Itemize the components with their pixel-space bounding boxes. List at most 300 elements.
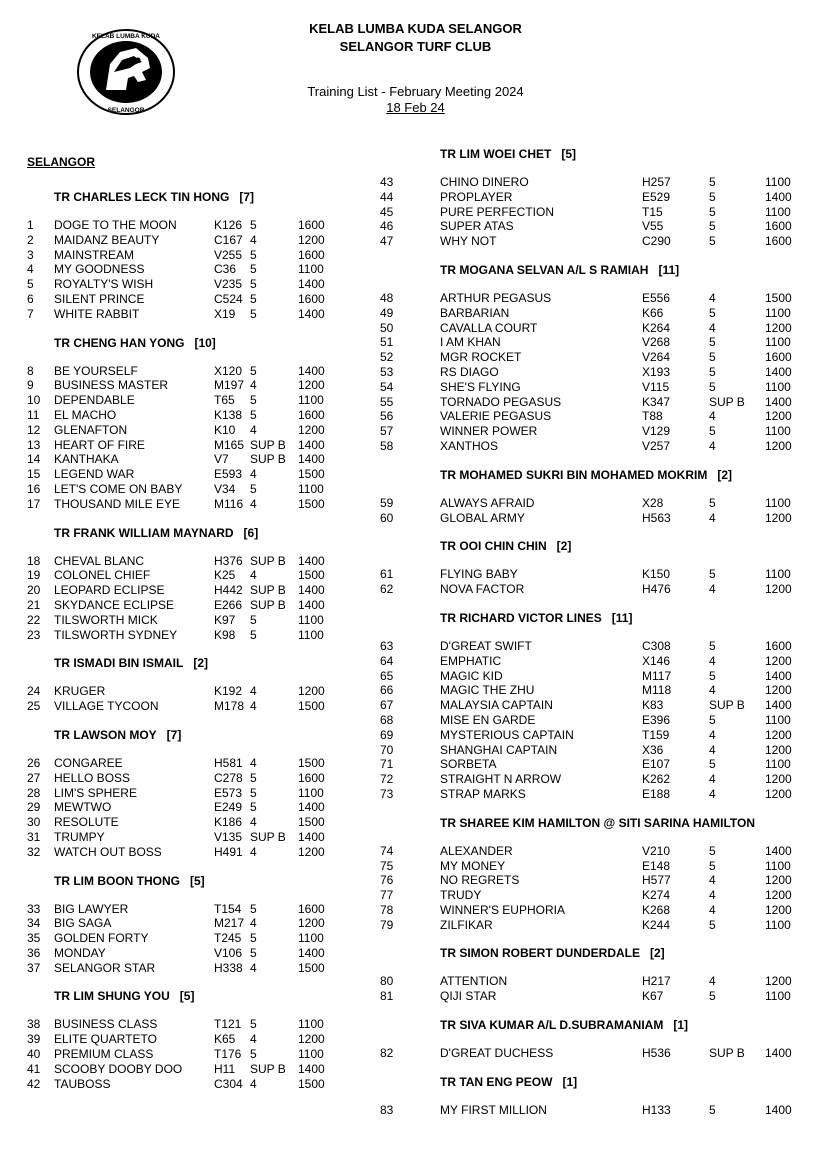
distance: 1200 bbox=[765, 742, 792, 757]
horse-number: 30 bbox=[27, 815, 41, 830]
horse-age-or-status: 4 bbox=[250, 755, 257, 770]
horse-name: THOUSAND MILE EYE bbox=[54, 496, 181, 511]
trainer-name: TR TAN ENG PEOW bbox=[440, 1074, 553, 1089]
horse-code: K262 bbox=[642, 772, 671, 787]
horse-row bbox=[27, 292, 427, 307]
horse-code: K268 bbox=[642, 902, 671, 917]
horse-name: GLENAFTON bbox=[54, 422, 128, 437]
horse-number: 68 bbox=[380, 712, 394, 727]
horse-age-or-status: 5 bbox=[250, 262, 257, 277]
horse-code: E107 bbox=[642, 757, 671, 772]
horse-code: C278 bbox=[214, 770, 243, 785]
horse-row bbox=[380, 742, 792, 758]
horse-row bbox=[27, 1047, 427, 1062]
distance: 1600 bbox=[298, 770, 325, 785]
distance: 1600 bbox=[765, 638, 792, 653]
horse-row bbox=[380, 757, 791, 772]
horse-age-or-status: 4 bbox=[709, 409, 716, 424]
distance: 1100 bbox=[765, 495, 791, 510]
horse-row bbox=[380, 843, 792, 859]
horse-row bbox=[380, 438, 792, 454]
horse-name: MALAYSIA CAPTAIN bbox=[440, 698, 553, 713]
horse-code: E529 bbox=[642, 189, 671, 204]
horse-name: MY GOODNESS bbox=[54, 262, 145, 277]
horse-code: V264 bbox=[642, 350, 671, 365]
horse-number: 18 bbox=[27, 553, 41, 568]
horse-row bbox=[380, 379, 791, 395]
horse-name: PROPLAYER bbox=[440, 189, 513, 204]
horse-age-or-status: 5 bbox=[250, 407, 257, 422]
horse-name: DOGE TO THE MOON bbox=[54, 218, 177, 232]
horse-row bbox=[27, 815, 427, 830]
horse-number: 36 bbox=[27, 945, 41, 960]
horse-name: MAINSTREAM bbox=[54, 247, 135, 262]
horse-name: ROYALTY'S WISH bbox=[54, 277, 154, 292]
horse-age-or-status: 4 bbox=[709, 438, 716, 453]
horse-number: 74 bbox=[380, 843, 394, 858]
horse-number: 51 bbox=[380, 335, 394, 350]
horse-number: 61 bbox=[380, 567, 394, 582]
trainer-heading bbox=[380, 1013, 780, 1037]
distance: 1400 bbox=[765, 843, 792, 858]
horse-code: V106 bbox=[214, 945, 243, 960]
horse-age-or-status: SUP B bbox=[250, 829, 286, 844]
horse-name: TILSWORTH MICK bbox=[54, 612, 158, 627]
trainer-heading bbox=[27, 185, 427, 209]
logo-text-top: KELAB LUMBA KUDA bbox=[91, 33, 161, 40]
horse-code: V235 bbox=[214, 277, 243, 292]
trainer-horse-count: [11] bbox=[611, 610, 633, 625]
horse-age-or-status: 5 bbox=[709, 424, 716, 439]
horse-age-or-status: 5 bbox=[250, 1047, 257, 1062]
horse-row bbox=[380, 175, 791, 190]
distance: 1200 bbox=[765, 438, 792, 453]
horse-row bbox=[380, 567, 791, 582]
distance: 1200 bbox=[765, 683, 792, 698]
horse-number: 46 bbox=[380, 219, 394, 234]
horse-code: E573 bbox=[214, 785, 243, 800]
distance: 1200 bbox=[765, 888, 792, 903]
horse-code: K67 bbox=[642, 989, 664, 1004]
distance: 1100 bbox=[298, 785, 324, 800]
horse-code: C524 bbox=[214, 291, 243, 306]
horse-number: 31 bbox=[27, 829, 41, 844]
horse-name: ALEXANDER bbox=[440, 843, 513, 858]
horse-code: C36 bbox=[214, 262, 237, 277]
horse-code: K192 bbox=[214, 684, 243, 699]
horse-row bbox=[380, 653, 792, 669]
horse-row bbox=[27, 1077, 427, 1092]
horse-row bbox=[27, 568, 427, 583]
horse-code: T159 bbox=[642, 727, 670, 742]
horse-row bbox=[27, 262, 427, 277]
horse-age-or-status: 5 bbox=[709, 1102, 716, 1117]
horse-code: H133 bbox=[642, 1102, 671, 1117]
trainer-horse-count: [1] bbox=[562, 1074, 578, 1089]
distance: 1200 bbox=[765, 320, 792, 335]
trainer-horse-count: [11] bbox=[658, 262, 680, 277]
horse-age-or-status: 5 bbox=[709, 234, 716, 249]
horse-name: BUSINESS CLASS bbox=[54, 1017, 158, 1032]
horse-age-or-status: SUP B bbox=[250, 437, 286, 452]
horse-number: 83 bbox=[380, 1102, 394, 1117]
horse-number: 1 bbox=[27, 218, 34, 232]
horse-name: MONDAY bbox=[54, 945, 106, 960]
trainer-horse-count: [2] bbox=[717, 467, 732, 482]
distance: 1600 bbox=[765, 350, 792, 365]
horse-code: T121 bbox=[214, 1017, 242, 1032]
distance: 1600 bbox=[765, 234, 792, 249]
horse-name: LEOPARD ECLIPSE bbox=[54, 583, 165, 598]
horse-age-or-status: 5 bbox=[709, 204, 716, 219]
horse-number: 77 bbox=[380, 888, 394, 903]
horse-name: ZILFIKAR bbox=[440, 917, 493, 932]
horse-age-or-status: 4 bbox=[250, 1032, 257, 1047]
horse-row bbox=[27, 916, 427, 931]
trainer-horse-count: [2] bbox=[556, 539, 572, 554]
horse-row bbox=[27, 467, 427, 482]
distance: 1600 bbox=[298, 901, 325, 916]
trainer-name: TR FRANK WILLIAM MAYNARD bbox=[54, 525, 234, 540]
distance: 1200 bbox=[765, 510, 792, 525]
horse-name: MAGIC KID bbox=[440, 668, 503, 683]
horse-code: C304 bbox=[214, 1076, 243, 1091]
distance: 1100 bbox=[765, 424, 791, 439]
trainer-heading bbox=[27, 331, 427, 355]
horse-number: 37 bbox=[27, 960, 41, 975]
page-title bbox=[2, 20, 827, 56]
distance: 1500 bbox=[298, 496, 325, 511]
horse-age-or-status: 5 bbox=[709, 379, 716, 394]
distance: 1400 bbox=[298, 829, 325, 844]
horse-age-or-status: 5 bbox=[250, 770, 257, 785]
horse-row bbox=[380, 858, 791, 874]
horse-name: MGR ROCKET bbox=[440, 350, 522, 365]
horse-row bbox=[380, 1102, 792, 1118]
horse-code: H581 bbox=[214, 755, 243, 770]
horse-age-or-status: 5 bbox=[709, 917, 716, 932]
horse-age-or-status: 5 bbox=[250, 1017, 257, 1032]
horse-row bbox=[380, 409, 792, 424]
horse-number: 14 bbox=[27, 452, 41, 467]
trainer-name: TR SIVA KUMAR A/L D.SUBRAMANIAM bbox=[440, 1018, 664, 1033]
distance: 1400 bbox=[298, 452, 325, 467]
trainer-heading bbox=[380, 606, 780, 630]
horse-name: BUSINESS MASTER bbox=[54, 378, 169, 393]
horse-age-or-status: 5 bbox=[709, 189, 716, 204]
horse-number: 11 bbox=[27, 407, 40, 422]
horse-code: E266 bbox=[214, 597, 243, 612]
horse-row bbox=[27, 248, 427, 263]
distance: 1500 bbox=[298, 699, 325, 714]
horse-code: H217 bbox=[642, 974, 671, 989]
horse-code: C308 bbox=[642, 638, 671, 653]
horse-number: 39 bbox=[27, 1032, 41, 1047]
trainer-heading bbox=[27, 651, 427, 675]
horse-code: K244 bbox=[642, 917, 671, 932]
trainer-horse-count: [5] bbox=[561, 147, 576, 161]
horse-number: 76 bbox=[380, 873, 394, 888]
horse-number: 81 bbox=[380, 989, 394, 1004]
horse-age-or-status: 5 bbox=[709, 175, 716, 189]
horse-age-or-status: 4 bbox=[709, 742, 716, 757]
horse-name: SCOOBY DOOBY DOO bbox=[54, 1061, 183, 1076]
horse-number: 65 bbox=[380, 668, 394, 683]
horse-number: 41 bbox=[27, 1061, 41, 1076]
horse-code: H376 bbox=[214, 553, 243, 568]
horse-age-or-status: 4 bbox=[709, 320, 716, 335]
horse-number: 53 bbox=[380, 364, 394, 379]
distance: 1100 bbox=[298, 262, 324, 277]
horse-name: BARBARIAN bbox=[440, 305, 510, 320]
distance: 1400 bbox=[765, 668, 792, 683]
trainer-name: TR CHENG HAN YONG bbox=[54, 335, 185, 350]
horse-row bbox=[27, 684, 427, 699]
trainer-name: TR SHAREE KIM HAMILTON @ SITI SARINA HAMILTON bbox=[440, 815, 756, 830]
horse-code: X28 bbox=[642, 495, 664, 510]
horse-row bbox=[380, 917, 791, 933]
horse-row bbox=[27, 583, 427, 598]
horse-number: 3 bbox=[27, 247, 34, 262]
distance: 1400 bbox=[298, 583, 325, 598]
horse-code: H563 bbox=[642, 510, 671, 525]
horse-row bbox=[27, 393, 427, 408]
trainer-name: TR MOHAMED SUKRI BIN MOHAMED MOKRIM bbox=[440, 467, 708, 482]
horse-row bbox=[27, 438, 427, 453]
horse-age-or-status: SUP B bbox=[250, 583, 286, 598]
distance: 1500 bbox=[298, 568, 325, 583]
horse-name: VALERIE PEGASUS bbox=[440, 409, 552, 424]
horse-age-or-status: 4 bbox=[709, 290, 716, 305]
horse-row bbox=[27, 1062, 427, 1077]
horse-name: SUPER ATAS bbox=[440, 219, 514, 234]
horse-name: XANTHOS bbox=[440, 438, 499, 453]
horse-code: K138 bbox=[214, 407, 243, 422]
horse-name: LIM'S SPHERE bbox=[54, 785, 137, 800]
horse-number: 66 bbox=[380, 683, 394, 698]
horse-row bbox=[27, 902, 427, 917]
horse-code: E396 bbox=[642, 712, 671, 727]
horse-code: T154 bbox=[214, 901, 242, 916]
horse-age-or-status: 5 bbox=[250, 291, 257, 306]
horse-number: 5 bbox=[27, 277, 34, 292]
horse-code: T65 bbox=[214, 393, 235, 408]
horse-name: SHE'S FLYING bbox=[440, 379, 521, 394]
trainer-name: TR LAWSON MOY bbox=[54, 727, 157, 742]
horse-code: V34 bbox=[214, 481, 236, 496]
horse-row bbox=[380, 712, 791, 728]
distance: 1200 bbox=[298, 1032, 325, 1047]
horse-age-or-status: 5 bbox=[709, 219, 716, 234]
horse-name: ATTENTION bbox=[440, 974, 508, 989]
horse-code: V7 bbox=[214, 452, 229, 467]
horse-code: X193 bbox=[642, 364, 671, 379]
horse-code: E188 bbox=[642, 786, 671, 801]
horse-number: 38 bbox=[27, 1017, 41, 1032]
horse-age-or-status: 5 bbox=[250, 393, 257, 408]
horse-name: VILLAGE TYCOON bbox=[54, 699, 159, 714]
trainer-horse-count: [7] bbox=[239, 190, 255, 204]
horse-code: K274 bbox=[642, 888, 671, 903]
horse-number: 43 bbox=[380, 175, 394, 189]
horse-number: 4 bbox=[27, 262, 34, 277]
distance: 1200 bbox=[765, 409, 792, 424]
horse-name: BIG LAWYER bbox=[54, 901, 129, 916]
horse-name: GLOBAL ARMY bbox=[440, 510, 525, 525]
trainer-name: TR SIMON ROBERT DUNDERDALE bbox=[440, 946, 640, 961]
horse-row bbox=[380, 698, 792, 713]
horse-number: 71 bbox=[380, 757, 394, 772]
distance: 1100 bbox=[765, 175, 791, 189]
horse-name: KANTHAKA bbox=[54, 452, 119, 467]
distance: 1400 bbox=[765, 698, 792, 713]
distance: 1100 bbox=[765, 379, 791, 394]
horse-age-or-status: 5 bbox=[250, 247, 257, 262]
distance: 1600 bbox=[298, 218, 325, 232]
horse-number: 56 bbox=[380, 409, 394, 424]
horse-code: X19 bbox=[214, 306, 236, 321]
horse-code: V268 bbox=[642, 335, 671, 350]
horse-row bbox=[27, 277, 427, 292]
horse-code: H577 bbox=[642, 873, 671, 888]
horse-number: 35 bbox=[27, 931, 41, 946]
horse-age-or-status: 4 bbox=[709, 510, 716, 525]
horse-number: 48 bbox=[380, 290, 394, 305]
horse-number: 78 bbox=[380, 902, 394, 917]
distance: 1200 bbox=[298, 916, 325, 931]
horse-name: QIJI STAR bbox=[440, 989, 497, 1004]
horse-number: 69 bbox=[380, 727, 394, 742]
trainer-name: TR LIM WOEI CHET bbox=[440, 147, 552, 161]
horse-number: 10 bbox=[27, 393, 41, 408]
horse-code: V210 bbox=[642, 843, 671, 858]
horse-number: 32 bbox=[27, 844, 41, 859]
distance: 1600 bbox=[298, 247, 325, 262]
distance: 1600 bbox=[298, 407, 325, 422]
distance: 1100 bbox=[298, 931, 324, 946]
distance: 1400 bbox=[765, 1102, 792, 1117]
horse-row bbox=[27, 1032, 427, 1047]
horse-name: RESOLUTE bbox=[54, 815, 119, 830]
distance: 1200 bbox=[765, 902, 792, 917]
horse-row bbox=[27, 830, 427, 845]
horse-number: 17 bbox=[27, 496, 41, 511]
horse-age-or-status: 5 bbox=[709, 305, 716, 320]
distance: 1500 bbox=[765, 290, 792, 305]
horse-number: 63 bbox=[380, 638, 394, 653]
horse-name: TAUBOSS bbox=[54, 1076, 111, 1091]
horse-number: 25 bbox=[27, 699, 41, 714]
trainer-horse-count: [1] bbox=[673, 1018, 688, 1033]
club-name-malay: KELAB LUMBA KUDA SELANGOR bbox=[309, 21, 522, 36]
region-heading: SELANGOR bbox=[27, 155, 96, 169]
horse-age-or-status: 4 bbox=[250, 960, 257, 975]
horse-name: MYSTERIOUS CAPTAIN bbox=[440, 727, 574, 742]
trainer-heading bbox=[380, 534, 780, 558]
distance: 1400 bbox=[298, 553, 325, 568]
horse-name: HEART OF FIRE bbox=[54, 437, 145, 452]
horse-number: 80 bbox=[380, 974, 394, 989]
horse-code: H338 bbox=[214, 960, 243, 975]
horse-code: X120 bbox=[214, 363, 243, 378]
horse-age-or-status: 4 bbox=[250, 232, 257, 247]
horse-age-or-status: 5 bbox=[250, 218, 257, 232]
horse-name: STRAP MARKS bbox=[440, 786, 526, 801]
horse-code: V55 bbox=[642, 219, 664, 234]
horse-row bbox=[27, 554, 427, 569]
horse-name: ELITE QUARTETO bbox=[54, 1032, 157, 1047]
trainer-horse-count: [7] bbox=[166, 727, 182, 742]
trainer-heading bbox=[27, 869, 427, 893]
distance: 1200 bbox=[298, 232, 325, 247]
horse-age-or-status: 5 bbox=[709, 495, 716, 510]
trainer-heading bbox=[380, 941, 780, 965]
horse-number: 49 bbox=[380, 305, 394, 320]
distance: 1200 bbox=[765, 772, 792, 787]
horse-row bbox=[380, 902, 792, 918]
horse-age-or-status: 5 bbox=[709, 638, 716, 653]
horse-name: KRUGER bbox=[54, 684, 106, 699]
horse-age-or-status: 4 bbox=[709, 653, 716, 668]
horse-row bbox=[380, 204, 791, 220]
horse-code: C167 bbox=[214, 232, 243, 247]
horse-name: ALWAYS AFRAID bbox=[440, 495, 535, 510]
horse-age-or-status: 5 bbox=[250, 931, 257, 946]
distance: 1400 bbox=[298, 437, 325, 452]
distance: 1100 bbox=[765, 989, 791, 1004]
distance: 1100 bbox=[765, 204, 791, 219]
horse-code: X146 bbox=[642, 653, 671, 668]
horse-age-or-status: 4 bbox=[709, 582, 716, 597]
horse-code: K65 bbox=[214, 1032, 236, 1047]
horse-age-or-status: 4 bbox=[250, 467, 257, 482]
horse-name: COLONEL CHIEF bbox=[54, 568, 151, 583]
horse-code: K25 bbox=[214, 568, 236, 583]
list-date: 18 Feb 24 bbox=[386, 100, 445, 115]
horse-name: CHINO DINERO bbox=[440, 175, 529, 189]
horse-name: MAGIC THE ZHU bbox=[440, 683, 535, 698]
distance: 1100 bbox=[765, 335, 791, 350]
horse-number: 50 bbox=[380, 320, 394, 335]
club-name-english: SELANGOR TURF CLUB bbox=[339, 39, 492, 54]
horse-row bbox=[380, 219, 792, 234]
horse-code: H536 bbox=[642, 1046, 671, 1061]
horse-number: 58 bbox=[380, 438, 394, 453]
left-column bbox=[27, 185, 427, 1100]
horse-row bbox=[380, 772, 792, 787]
distance: 1200 bbox=[298, 378, 325, 393]
horse-code: E249 bbox=[214, 800, 243, 815]
horse-row bbox=[380, 888, 792, 903]
horse-row bbox=[27, 364, 427, 379]
horse-number: 24 bbox=[27, 684, 41, 699]
horse-row bbox=[27, 756, 427, 771]
horse-number: 21 bbox=[27, 597, 41, 612]
horse-age-or-status: 4 bbox=[250, 844, 257, 859]
distance: 1100 bbox=[298, 393, 324, 408]
horse-age-or-status: 4 bbox=[250, 378, 257, 393]
horse-row bbox=[27, 800, 427, 815]
horse-row bbox=[380, 638, 792, 654]
horse-code: E148 bbox=[642, 858, 671, 873]
distance: 1500 bbox=[298, 815, 325, 830]
horse-age-or-status: 4 bbox=[250, 699, 257, 714]
horse-number: 16 bbox=[27, 481, 41, 496]
horse-name: SELANGOR STAR bbox=[54, 960, 156, 975]
horse-name: SILENT PRINCE bbox=[54, 291, 145, 306]
horse-row bbox=[27, 845, 427, 860]
horse-number: 27 bbox=[27, 770, 41, 785]
